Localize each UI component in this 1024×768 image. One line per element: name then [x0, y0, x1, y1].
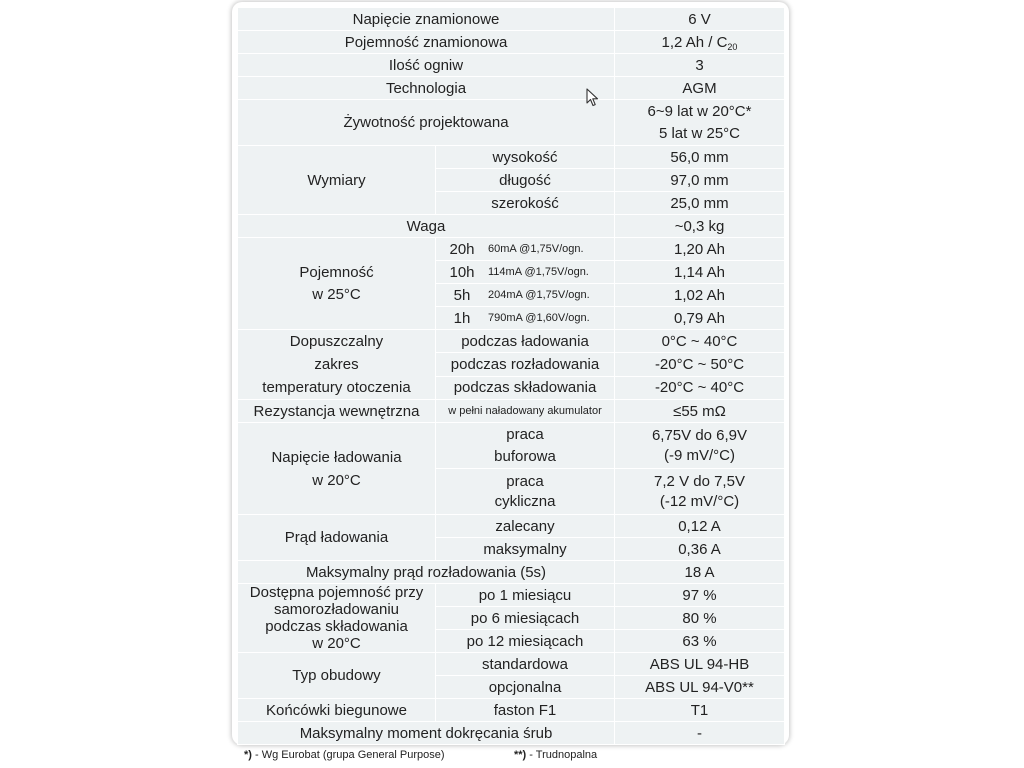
row-self-discharge-1m [238, 584, 785, 607]
design-life-label: Żywotność projektowana [238, 100, 615, 146]
footnote-1-text: - Wg Eurobat (grupa General Purpose) [251, 749, 445, 761]
self-discharge-period: po 12 miesiącach [436, 630, 615, 653]
self-discharge-period: po 1 miesiącu [436, 584, 615, 607]
footnote-1 [244, 749, 445, 761]
charge-mode [436, 423, 615, 469]
capacity-detail: 60mA @1,75V/ogn. [488, 242, 584, 255]
capacity-detail: 790mA @1,60V/ogn. [488, 311, 590, 324]
temperature-condition: podczas składowania [436, 376, 615, 399]
temperature-label-line3: temperatury otoczenia [262, 379, 411, 396]
row-max-discharge [238, 561, 785, 584]
nominal-capacity-sub: 20 [727, 41, 738, 52]
charge-voltage-value [615, 423, 785, 469]
max-discharge-value: 18 A [615, 561, 785, 584]
terminals-name: faston F1 [436, 699, 615, 722]
temperature-condition: podczas rozładowania [436, 353, 615, 376]
nominal-voltage-label: Napięcie znamionowe [238, 8, 615, 31]
charge-current-value: 0,36 A [615, 538, 785, 561]
charge-voltage-label-line1: Napięcie ładowania [271, 448, 402, 466]
charge-voltage-value [615, 469, 785, 515]
row-torque [238, 722, 785, 745]
nominal-capacity-label: Pojemność znamionowa [238, 31, 615, 54]
dimension-value: 25,0 mm [615, 192, 785, 215]
technology-label: Technologia [238, 77, 615, 100]
nominal-capacity-main: 1,2 Ah / C [661, 33, 728, 51]
nominal-capacity-value [615, 31, 785, 54]
charge-voltage-line2: (-9 mV/°C) [664, 446, 735, 464]
resistance-label: Rezystancja wewnętrzna [238, 400, 436, 423]
row-nominal-voltage [238, 8, 785, 31]
case-type-name: opcjonalna [436, 676, 615, 699]
temperature-value: -20°C ~ 50°C [615, 353, 785, 376]
row-design-life [238, 100, 785, 146]
capacity-rate-cell [436, 307, 615, 330]
capacity-hours: 20h [449, 240, 475, 258]
case-type-name: standardowa [436, 653, 615, 676]
charge-voltage-line1: 6,75V do 6,9V [651, 426, 748, 444]
row-capacity-20h [238, 238, 785, 261]
row-case-standard [238, 653, 785, 676]
torque-value: - [615, 722, 785, 745]
case-type-value: ABS UL 94-HB [615, 653, 785, 676]
resistance-value: ≤55 mΩ [615, 400, 785, 423]
row-weight [238, 215, 785, 238]
capacity-detail: 204mA @1,75V/ogn. [488, 288, 590, 301]
capacity-hours: 1h [453, 309, 471, 327]
self-discharge-value: 80 % [615, 607, 785, 630]
charge-voltage-label-line2: w 20°C [312, 471, 361, 489]
cells-label: Ilość ogniw [238, 54, 615, 77]
capacity-25-label [238, 238, 436, 330]
charge-voltage-line2: (-12 mV/°C) [659, 492, 740, 510]
footnote-1-mark: *) [244, 749, 252, 761]
capacity-hours: 5h [453, 286, 471, 304]
max-discharge-label: Maksymalny prąd rozładowania (5s) [238, 561, 615, 584]
dimension-name: szerokość [436, 192, 615, 215]
row-charge-current-recommended [238, 515, 785, 538]
capacity-value: 1,02 Ah [615, 284, 785, 307]
charge-mode-line1: praca [506, 425, 544, 443]
charge-mode-line2: cykliczna [494, 492, 556, 510]
self-discharge-value: 63 % [615, 630, 785, 653]
weight-label: Waga [238, 215, 615, 238]
capacity-25-label-line1: Pojemność [299, 263, 374, 281]
temperature-label-line2: zakres [314, 356, 359, 373]
row-nominal-capacity [238, 31, 785, 54]
technology-value: AGM [615, 77, 785, 100]
terminals-label: Końcówki biegunowe [238, 699, 436, 722]
charge-current-name: maksymalny [436, 538, 615, 561]
case-type-label: Typ obudowy [238, 653, 436, 699]
temperature-value: 0°C ~ 40°C [615, 330, 785, 353]
dimension-value: 56,0 mm [615, 146, 785, 169]
charge-current-value: 0,12 A [615, 515, 785, 538]
design-life-line1: 6~9 lat w 20°C* [647, 102, 752, 120]
temperature-condition: podczas ładowania [436, 330, 615, 353]
footnote-2 [514, 749, 597, 761]
charge-mode [436, 469, 615, 515]
charge-voltage-line1: 7,2 V do 7,5V [654, 472, 745, 490]
weight-value: ~0,3 kg [615, 215, 785, 238]
footnotes [244, 749, 598, 761]
nominal-voltage-value: 6 V [615, 8, 785, 31]
dimension-name: długość [436, 169, 615, 192]
row-cells [238, 54, 785, 77]
row-temp-charging [238, 330, 785, 353]
self-discharge-value: 97 % [615, 584, 785, 607]
cells-value: 3 [615, 54, 785, 77]
capacity-hours: 10h [449, 263, 475, 281]
self-discharge-label-line1: Dostępna pojemność przy [249, 584, 424, 601]
row-resistance [238, 400, 785, 423]
capacity-value: 1,14 Ah [615, 261, 785, 284]
charge-mode-line2: buforowa [494, 447, 556, 465]
self-discharge-label [238, 584, 436, 653]
capacity-value: 0,79 Ah [615, 307, 785, 330]
capacity-value: 1,20 Ah [615, 238, 785, 261]
torque-label: Maksymalny moment dokręcania śrub [238, 722, 615, 745]
self-discharge-label-line2: samorozładowaniu [273, 601, 400, 618]
self-discharge-period: po 6 miesiącach [436, 607, 615, 630]
self-discharge-label-line3: podczas składowania [265, 618, 408, 635]
temperature-value: -20°C ~ 40°C [615, 376, 785, 399]
row-technology [238, 77, 785, 100]
charge-current-name: zalecany [436, 515, 615, 538]
temperature-label [238, 330, 436, 400]
capacity-rate-cell [436, 238, 615, 261]
capacity-25-label-line2: w 25°C [312, 285, 361, 303]
dimension-value: 97,0 mm [615, 169, 785, 192]
footnote-2-mark: **) [514, 749, 527, 761]
capacity-rate-cell [436, 284, 615, 307]
footnote-2-text: - Trudnopalna [526, 749, 598, 761]
row-charge-voltage-float [238, 423, 785, 469]
terminals-value: T1 [615, 699, 785, 722]
charge-mode-line1: praca [506, 472, 544, 490]
row-dimension-height [238, 146, 785, 169]
design-life-line2: 5 lat w 25°C [658, 124, 741, 142]
case-type-value: ABS UL 94-V0** [615, 676, 785, 699]
capacity-rate-cell [436, 261, 615, 284]
self-discharge-label-line4: w 20°C [312, 635, 361, 652]
mouse-pointer-icon [586, 88, 600, 108]
battery-spec-table [237, 7, 785, 745]
dimension-name: wysokość [436, 146, 615, 169]
charge-voltage-label [238, 423, 436, 515]
row-terminals [238, 699, 785, 722]
design-life-value [615, 100, 785, 146]
temperature-label-line1: Dopuszczalny [289, 333, 384, 350]
charge-current-label: Prąd ładowania [238, 515, 436, 561]
capacity-detail: 114mA @1,75V/ogn. [488, 265, 589, 278]
resistance-condition: w pełni naładowany akumulator [436, 400, 615, 423]
dimensions-label: Wymiary [238, 146, 436, 215]
